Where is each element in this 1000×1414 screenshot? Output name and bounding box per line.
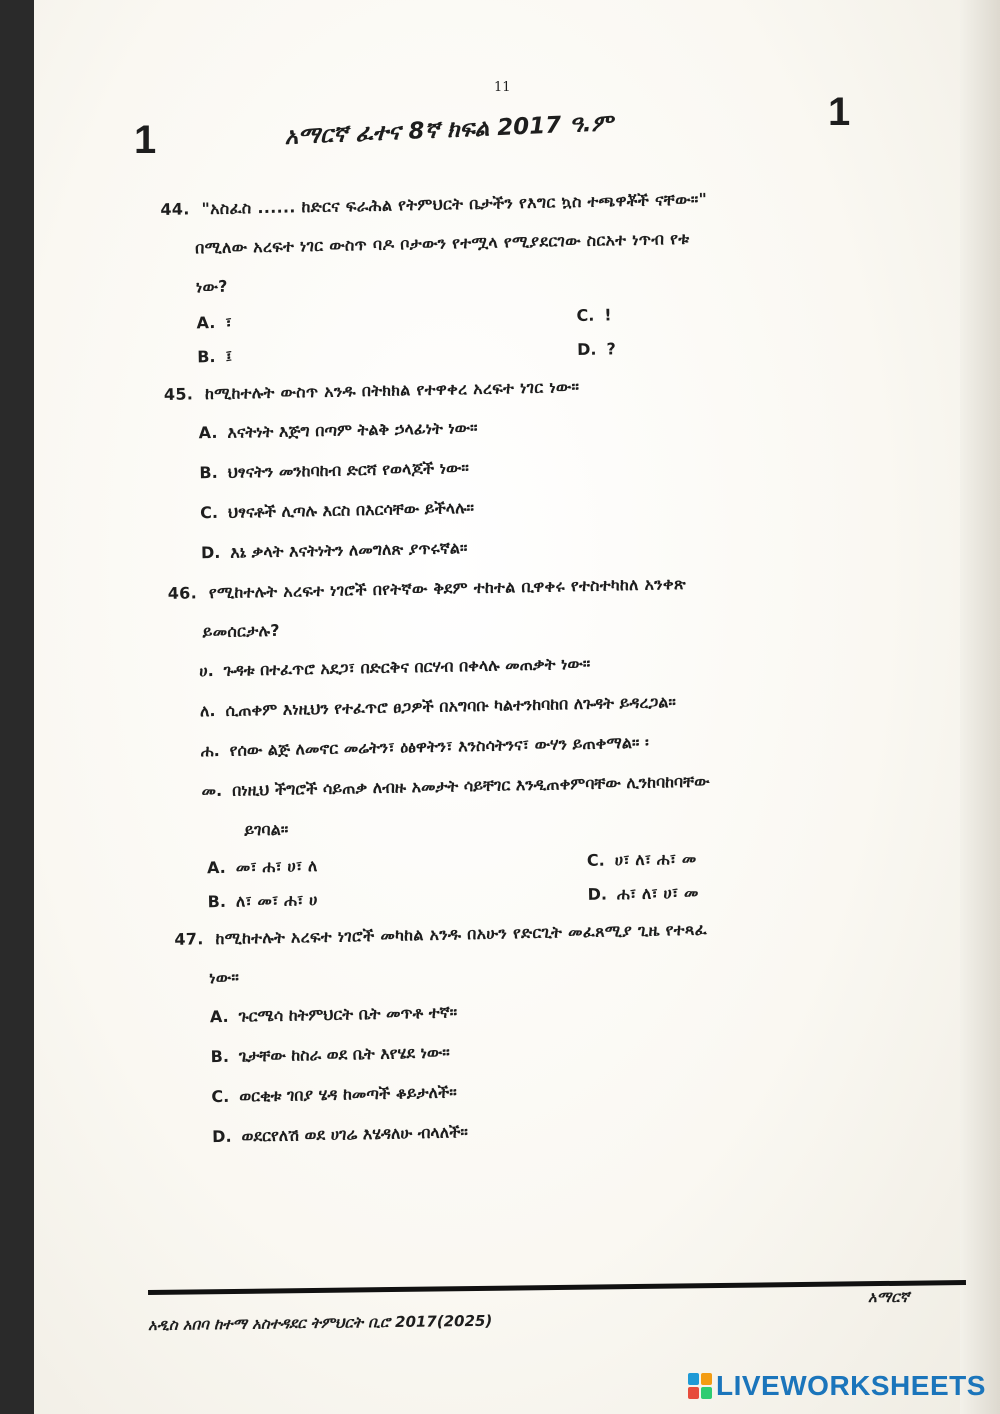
question-44 — [160, 175, 923, 375]
question-text: በሚለው አረፍተ ነገር ውስጥ ባዶ ቦታውን የተሟላ የሚያደርገው ስርአተ ነጥብ የቱ — [194, 228, 690, 258]
option-b[interactable]: B. ህፃናትን መንከባከብ ድርሻ የወላጆች ነው። — [199, 458, 470, 483]
question-45 — [164, 360, 928, 574]
option-d[interactable]: D. ሐ፣ ለ፣ ሀ፣ መ — [587, 882, 699, 904]
option-a[interactable]: A. እናትነት እጅግ በጣም ትልቅ ኃላፊነት ነው። — [198, 417, 478, 443]
question-number: 44. — [160, 199, 190, 219]
footer-office: አዲስ አበባ ከተማ አስተዳደር ትምህርት ቢሮ 2017(2025) — [148, 1311, 493, 1334]
question-number: 47. — [174, 929, 204, 949]
option-a[interactable]: A. ፣ — [196, 312, 233, 333]
sentence-item: መ. በነዚህ ችግሮች ሳይጠቃ ለብዙ አመታት ሳይቸገር እንዲጠቀምባቸው ሊንከባከባቸው — [201, 771, 710, 801]
brand-name: LIVEWORKSHEETS — [716, 1370, 986, 1401]
question-number: 45. — [163, 384, 194, 404]
scan-left-edge — [0, 0, 34, 1414]
liveworksheets-brand[interactable] — [688, 1370, 986, 1402]
sentence-item-continuation: ይገባል። — [244, 819, 289, 840]
footer-subject: አማርኛ — [868, 1288, 910, 1306]
liveworksheets-logo-icon — [688, 1373, 712, 1399]
option-c[interactable]: C. ሀ፣ ለ፣ ሐ፣ መ — [586, 848, 697, 870]
option-a[interactable]: A. መ፣ ሐ፣ ሀ፣ ለ — [206, 856, 318, 878]
question-text: የሚከተሉት አረፍተ ነገሮች በየትኛው ቅደም ተከተል ቢዋቀሩ የተስተካከለ አንቀጽ — [208, 573, 687, 603]
questions-area — [160, 175, 938, 1157]
question-46 — [167, 559, 934, 920]
option-c[interactable]: C. ወርቂቱ ገበያ ሄዳ ከመጣች ቆይታለች። — [211, 1082, 457, 1107]
sentence-item: ሐ. የሰው ልጅ ለመኖር መሬትን፣ ዕፅዋትን፣ እንስሳትንና፣ ውሃን ይጠቀማል። ፡ — [200, 732, 649, 761]
sentence-item: ለ. ሲጠቀም እነዚህን የተፈጥሮ ፀጋዎች በአግባቡ ካልተንከባከበ ለጉዳት ይዳረጋል። — [199, 692, 677, 721]
question-text: ነው። — [208, 967, 240, 988]
question-number: 46. — [167, 583, 198, 603]
option-c[interactable]: C. ህፃናቶች ሊጣሉ እርስ በእርሳቸው ይችላሉ። — [200, 498, 475, 523]
exam-title: አማርኛ ፈተና 8ኛ ክፍል 2017 ዓ.ም — [284, 110, 614, 150]
option-d[interactable]: D. እኔ ቃላት እናትነትን ለመግለጽ ያጥሩኛል። — [200, 538, 468, 563]
option-b[interactable]: B. ፤ — [197, 346, 233, 367]
question-text: ከሚከተሉት አረፍተ ነገሮች መካከል አንዱ በአሁን የድርጊት መፈጸሚያ ጊዜ የተጻፈ — [215, 919, 708, 949]
option-b[interactable]: B. ጌታቸው ከስራ ወደ ቤት እየሄደ ነው። — [210, 1042, 450, 1067]
page-number: 11 — [494, 80, 511, 95]
question-text: ነው? — [195, 276, 228, 297]
question-text: "አስፈስ ...... ከድርና ፍራሕል የትምህርት ቤታችን የእግር ኳስ ተጫዋቾች ናቸው።" — [201, 189, 708, 219]
option-d[interactable]: D. ? — [576, 339, 616, 360]
scan-right-edge — [960, 0, 1000, 1414]
option-a[interactable]: A. ጉርሜሳ ከትምህርት ቤት መጥቶ ተኛ። — [209, 1002, 458, 1027]
corner-number-left: 1 — [134, 118, 157, 162]
sentence-item: ሀ. ጉዳቱ በተፈጥሮ አደጋ፣ በድርቅና በርሃብ በቀላሉ መጠቃት ነው። — [199, 653, 591, 681]
option-c[interactable]: C. ! — [576, 305, 612, 326]
corner-number-right: 1 — [828, 90, 851, 134]
option-b[interactable]: B. ለ፣ መ፣ ሐ፣ ሀ — [207, 890, 318, 912]
question-text: ይመሰርታሉ? — [202, 620, 281, 642]
option-d[interactable]: D. ወደርየለሽ ወደ ሀገሬ እሄዳለሁ ብላለች። — [212, 1122, 469, 1147]
question-text: ከሚከተሉት ውስጥ አንዱ በትክክል የተዋቀረ አረፍተ ነገር ነው። — [204, 376, 580, 404]
question-47 — [174, 905, 938, 1158]
